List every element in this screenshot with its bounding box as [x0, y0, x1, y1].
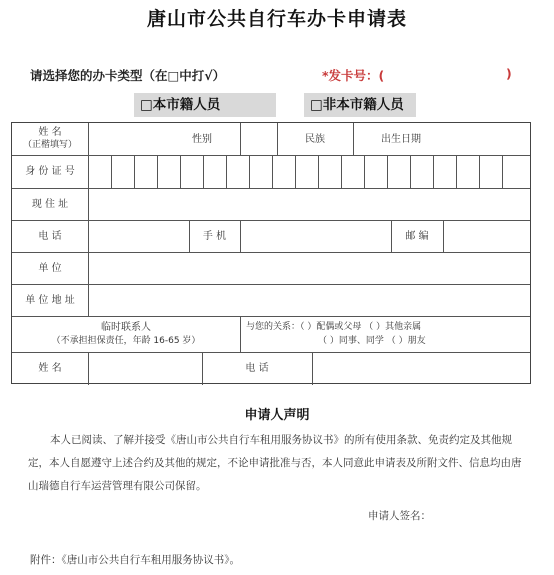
card-number-label	[322, 66, 512, 84]
declaration-title: 申请人声明	[244, 408, 310, 423]
emergency-contact-note: （不承担担保责任，年龄 16-65 岁）	[51, 336, 201, 346]
mobile-label: 手 机	[202, 231, 227, 242]
unit-label: 单 位	[38, 263, 62, 274]
id-number-label: 身 份 证 号	[25, 166, 75, 177]
card-number-open: *发卡号：(	[322, 68, 385, 83]
postcode-label: 邮 编	[405, 231, 429, 242]
option-local-resident[interactable]: □本市籍人员	[134, 93, 276, 117]
address-label: 现 住 址	[31, 199, 69, 210]
phone-label: 电 话	[38, 231, 62, 242]
option-nonlocal-resident[interactable]: □非本市籍人员	[304, 93, 416, 117]
card-number-close: )	[506, 66, 512, 81]
name-label: 姓 名	[38, 127, 62, 138]
signature-label: 申请人签名：	[368, 510, 431, 522]
gender-label: 性别	[192, 134, 212, 145]
attachment-note: 附件：《唐山市公共自行车租用服务协议书》。	[30, 554, 240, 566]
name-note: （正楷填写）	[22, 140, 77, 150]
application-form-table	[11, 122, 531, 384]
unit-address-label: 单 位 地 址	[25, 295, 75, 306]
contact-phone-label: 电 话	[245, 363, 269, 374]
declaration-body: 本人已阅读、了解并接受《唐山市公共自行车租用服务协议书》的所有使用条款、免责约定及其他规定，本人自愿遵守上述合约及其他的规定，不论申请批准与否，本人同意此申请表及所附文件、信息均由唐山瑞德自行车运营管理有限公司保留。	[28, 434, 522, 492]
form-title: 唐山市公共自行车办卡申请表	[146, 8, 407, 30]
birth-date-label: 出生日期	[381, 134, 421, 145]
emergency-contact-label: 临时联系人	[101, 322, 151, 333]
relation-options-row-2: （ ）同事、同学 （ ）朋友	[318, 336, 426, 346]
ethnicity-label: 民族	[305, 134, 325, 145]
relation-options-row-1: 与您的关系：（ ）配偶或父母 （ ）其他亲属	[246, 322, 422, 332]
card-type-prompt: 请选择您的办卡类型（在□中打√）	[30, 68, 226, 83]
contact-name-label: 姓 名	[38, 363, 62, 374]
